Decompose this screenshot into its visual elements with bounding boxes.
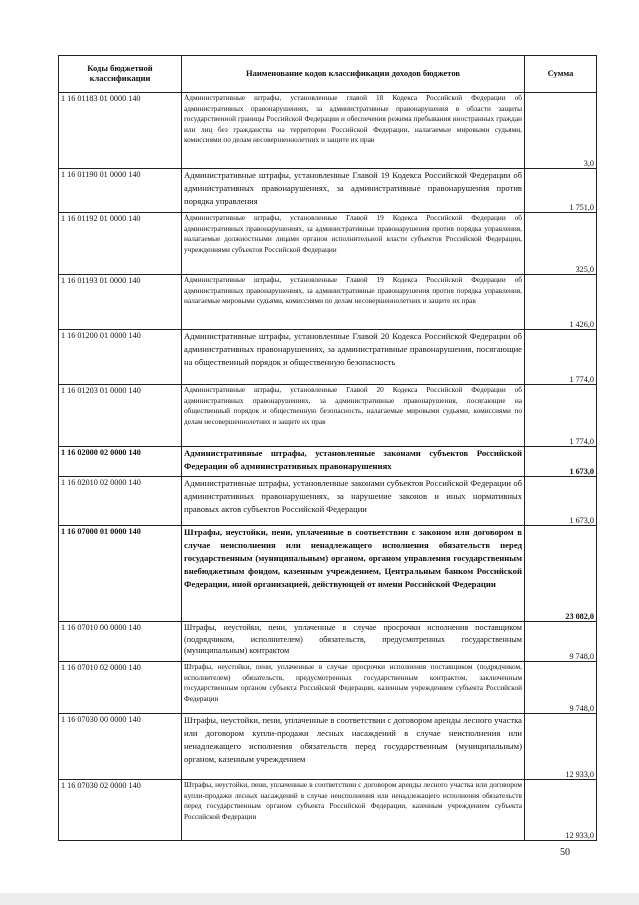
table-row — [59, 330, 597, 385]
row-name: Штрафы, неустойки, пени, уплаченные в случае просрочки исполнения поставщиком (подрядчиком, исполнителем) обязательств, предусмотренных государственным (муниципальным) контрактом — [182, 622, 525, 662]
row-name: Административные штрафы, установленные Главой 20 Кодекса Российской Федерации об административных правонарушениях, за административные правонарушения, посягающие на общественный порядок и общественную безопасность, налагаемые мировыми судьями, комиссиями по делам несовершеннолетних и защите их прав — [182, 385, 525, 447]
row-code: 1 16 02000 02 0000 140 — [59, 447, 182, 477]
row-code: 1 16 07000 01 0000 140 — [59, 526, 182, 622]
row-sum: 1 673,0 — [525, 447, 597, 477]
row-sum: 1 673,0 — [525, 477, 597, 526]
row-sum: 3,0 — [525, 93, 597, 169]
row-sum: 1 426,0 — [525, 275, 597, 330]
row-code: 1 16 01183 01 0000 140 — [59, 93, 182, 169]
row-name: Штрафы, неустойки, пени, уплаченные в соответствии с договором аренды лесного участка или договором купли-продажи лесных насаждений в случае неисполнения или ненадлежащего исполнения обязательств перед государственным органом субъекта Российской Федерации, казенным учреждением субъекта Российской Федерации — [182, 780, 525, 841]
row-name: Штрафы, неустойки, пени, уплаченные в соответствии с законом или договором в случае неисполнения или ненадлежащего исполнения обязательств перед государственным (муниципальным) органом, органом управления государственным внебюджетным фондом, казенным учреждением, Центральным банком Российской Федерации, иной организацией, действующей от имени Российской Федерации — [182, 526, 525, 622]
row-code: 1 16 01192 01 0000 140 — [59, 213, 182, 275]
revenue-codes-table — [58, 55, 597, 841]
row-code: 1 16 07010 02 0000 140 — [59, 662, 182, 714]
row-sum: 1 751,0 — [525, 169, 597, 213]
row-sum: 23 082,0 — [525, 526, 597, 622]
row-name: Штрафы, неустойки, пени, уплаченные в соответствии с договором аренды лесного участка или договором купли-продажи лесных насаждений в случае неисполнения или ненадлежащего исполнения обязательств перед государственным (муниципальным) органом, казенным учреждением — [182, 714, 525, 780]
row-code: 1 16 07010 00 0000 140 — [59, 622, 182, 662]
row-code: 1 16 01193 01 0000 140 — [59, 275, 182, 330]
table-row — [59, 213, 597, 275]
row-code: 1 16 07030 00 0000 140 — [59, 714, 182, 780]
table-header-row — [59, 56, 597, 93]
row-name: Штрафы, неустойки, пени, уплаченные в случае просрочки исполнения поставщиком (подрядчиком, исполнителем) обязательств, предусмотренных государственным контрактом, заключенным государственным органом субъекта Российской Федерации, казенным учреждением субъекта Российской Федерации — [182, 662, 525, 714]
row-sum: 325,0 — [525, 213, 597, 275]
table-row — [59, 526, 597, 622]
row-sum: 12 933,0 — [525, 714, 597, 780]
row-name: Административные штрафы, установленные Главой 19 Кодекса Российской Федерации об административных правонарушениях, за административные правонарушения против порядка управления, налагаемые мировыми судьями, комиссиями по делам несовершеннолетних и защите их прав — [182, 275, 525, 330]
row-name: Административные штрафы, установленные Главой 19 Кодекса Российской Федерации об административных правонарушениях, за административные правонарушения против порядка управления — [182, 169, 525, 213]
table-row — [59, 275, 597, 330]
row-sum: 1 774,0 — [525, 385, 597, 447]
table-row — [59, 714, 597, 780]
page-bottom-edge — [0, 893, 639, 905]
table-row — [59, 169, 597, 213]
table-row — [59, 662, 597, 714]
row-sum: 1 774,0 — [525, 330, 597, 385]
row-code: 1 16 01200 01 0000 140 — [59, 330, 182, 385]
header-name-column: Наименование кодов классификации доходов бюджетов — [182, 56, 525, 93]
header-sum-column: Сумма — [525, 56, 597, 93]
row-name: Административные штрафы, установленные Главой 20 Кодекса Российской Федерации об административных правонарушениях, за административные правонарушения, посягающие на общественный порядок и общественную безопасность — [182, 330, 525, 385]
row-code: 1 16 01190 01 0000 140 — [59, 169, 182, 213]
table-row — [59, 385, 597, 447]
row-sum: 9 748,0 — [525, 622, 597, 662]
row-name: Административные штрафы, установленные Главой 19 Кодекса Российской Федерации об административных правонарушениях, за административные правонарушения против порядка управления, налагаемые должностными лицами органов исполнительной власти субъектов Российской Федерации, учреждениями субъектов Российской Федерации — [182, 213, 525, 275]
row-code: 1 16 07030 02 0000 140 — [59, 780, 182, 841]
row-sum: 12 933,0 — [525, 780, 597, 841]
row-code: 1 16 02010 02 0000 140 — [59, 477, 182, 526]
row-name: Административные штрафы, установленные законами субъектов Российской Федерации об административных правонарушениях, за нарушение законов и иных нормативных правовых актов субъектов Российской Федерации — [182, 477, 525, 526]
row-code: 1 16 01203 01 0000 140 — [59, 385, 182, 447]
page-number: 50 — [560, 847, 570, 858]
row-name: Административные штрафы, установленные главой 18 Кодекса Российской Федерации об административных правонарушениях, за административные правонарушения в области защиты государственной границы Российской Федерации и обеспечения режима пребывания иностранных граждан или лиц без гражданства на территории Российской Федерации, налагаемые мировыми судьями, комиссиями по делам несовершеннолетних и защите их прав — [182, 93, 525, 169]
table-row — [59, 447, 597, 477]
table-row — [59, 622, 597, 662]
table-row — [59, 477, 597, 526]
row-name: Административные штрафы, установленные законами субъектов Российской Федерации об административных правонарушениях — [182, 447, 525, 477]
table-row — [59, 93, 597, 169]
table-row — [59, 780, 597, 841]
header-code-column: Коды бюджетной классификации — [59, 56, 182, 93]
row-sum: 9 748,0 — [525, 662, 597, 714]
